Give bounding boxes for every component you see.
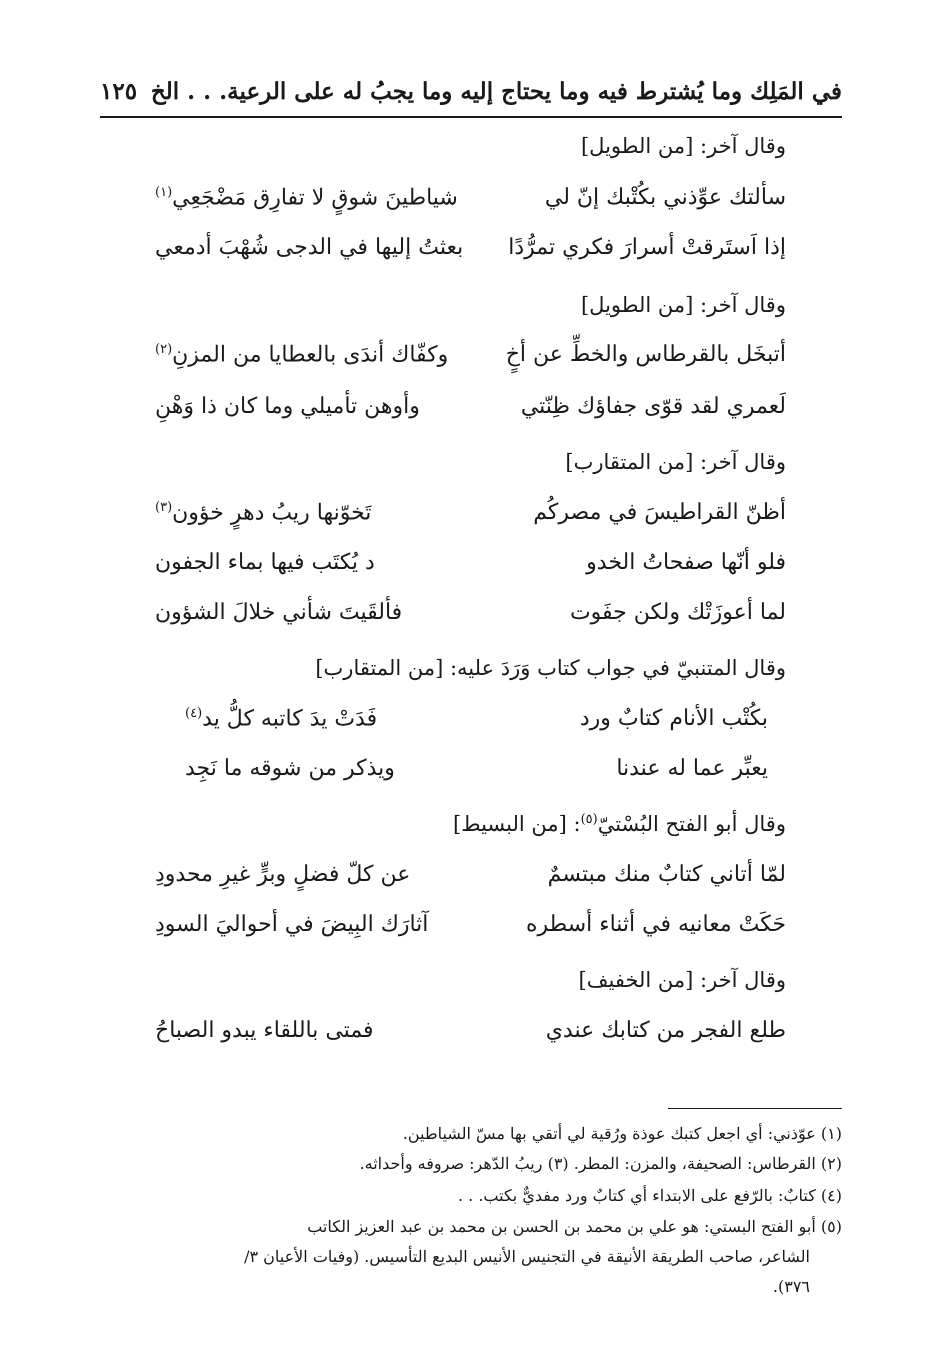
intro-meter: : [من البسيط] [452, 812, 581, 836]
poem-intro [453, 812, 786, 836]
poem-intro: وقال آخر: [من الطويل] [580, 134, 786, 158]
poem-intro: وقال آخر: [من المتقارب] [565, 450, 786, 474]
verse-second-hemistich: وأوهن تأميلي وما كان ذا وَهْنِ [155, 394, 420, 419]
footnote-line: (٤) كتابٌ: بالرّفع على الابتداء أي كتابٌ ورد مفديٌّ بكتب. . . [458, 1186, 842, 1205]
verse-first-hemistich: إذا اَستَرقتْ أسرارَ فكري تمرُّدًا [508, 235, 786, 260]
footnote-marker: (١) [155, 185, 173, 200]
running-title: في المَلِك وما يُشترط فيه وما يحتاج إليه وما يجبُ له على الرعية. . . الخ [150, 78, 842, 105]
verse-first-hemistich: أظنّ القراطيسَ في مصركُم [533, 500, 786, 525]
verse-second-hemistich: ويذكر من شوقه ما نَجِد [185, 756, 395, 781]
page-number: ١٢٥ [100, 78, 138, 105]
verse-first-hemistich: طلع الفجر من كتابك عندي [545, 1018, 786, 1043]
verse-text: فَدَتْ يدَ كاتبه كلُّ يد [202, 706, 378, 732]
header-rule [100, 116, 842, 118]
footnote-marker: (٥) [580, 812, 598, 827]
verse-second-hemistich: بعثتُ إليها في الدجى شُهْبَ أدمعي [155, 235, 464, 260]
footnote-rule [668, 1108, 842, 1109]
verse-first-hemistich: بكُتْب الأنام كتابٌ ورد [579, 706, 768, 731]
verse-text: تَخوّنها ريبُ دهرٍ خؤون [172, 500, 372, 526]
footnote-marker: (٣) [155, 500, 173, 515]
verse-first-hemistich: سألتك عوِّذني بكُتْبك إنّ لي [544, 185, 786, 210]
verse-second-hemistich: عن كلّ فضلٍ وبرٍّ غيرِ محدودِ [155, 862, 411, 887]
footnote-line: (٢) القرطاس: الصحيفة، والمزن: المطر. (٣) ريبُ الدّهر: صروفه وأحداثه. [359, 1154, 842, 1173]
verse-second-hemistich: د يُكتَب فيها بماء الجفون [155, 550, 375, 575]
poem-intro: وقال آخر: [من الطويل] [580, 293, 786, 317]
verse-second-hemistich: آثارَك البِيضَ في أحواليَ السودِ [155, 912, 429, 937]
verse-first-hemistich: لَعمري لقد قوّى جفاؤك ظِنّتي [520, 394, 786, 419]
footnote-line: ٣٧٦). [772, 1277, 810, 1296]
page-header [100, 78, 842, 118]
verse-text: شياطينَ شوقٍ لا تفارِق مَضْجَعِي [172, 185, 458, 211]
verse-second-hemistich [155, 500, 371, 525]
verse-first-hemistich: فلو أنّها صفحاتُ الخدو [586, 550, 786, 575]
footnote-marker: (٢) [155, 342, 173, 357]
verse-first-hemistich: أتبخَل بالقرطاس والخطِّ عن أخٍ [505, 342, 786, 367]
verse-second-hemistich [155, 342, 448, 367]
verse-first-hemistich: لما أعوزَتْك ولكن جفَوت [569, 600, 786, 625]
verse-second-hemistich [185, 706, 377, 731]
footnote-line: (٥) أبو الفتح البستي: هو علي بن محمد بن الحسن بن محمد بن عبد العزيز الكاتب [307, 1217, 842, 1236]
footnote-marker: (٤) [185, 706, 203, 721]
poem-intro: وقال المتنبيّ في جواب كتاب وَرَدَ عليه: [من المتقارب] [315, 656, 786, 680]
verse-second-hemistich [155, 185, 458, 210]
verse-first-hemistich: يعبِّر عما له عندنا [616, 756, 768, 781]
verse-first-hemistich: لمّا أتاني كتابٌ منك مبتسمٌ [547, 862, 786, 887]
verse-second-hemistich: فألقَيتَ شأني خلالَ الشؤون [155, 600, 403, 625]
intro-text: وقال أبو الفتح البُسْتيّ [597, 812, 786, 836]
verse-second-hemistich: فمتى باللقاء يبدو الصباحُ [155, 1018, 374, 1043]
footnote-line: الشاعر، صاحب الطريقة الأنيقة في التجنيس الأنيس البديع التأسيس. (وفيات الأعيان ٣/ [244, 1247, 810, 1266]
footnote-line: (١) عوّذني: أي اجعل كتبك عوذة ورُقية لي أتقي بها مسّ الشياطين. [402, 1124, 842, 1143]
verse-text: وكفّاك أندَى بالعطايا من المزنِ [172, 342, 449, 368]
verse-first-hemistich: حَكَتْ معانيه في أثناء أسطره [525, 912, 786, 937]
poem-intro: وقال آخر: [من الخفيف] [578, 968, 786, 992]
